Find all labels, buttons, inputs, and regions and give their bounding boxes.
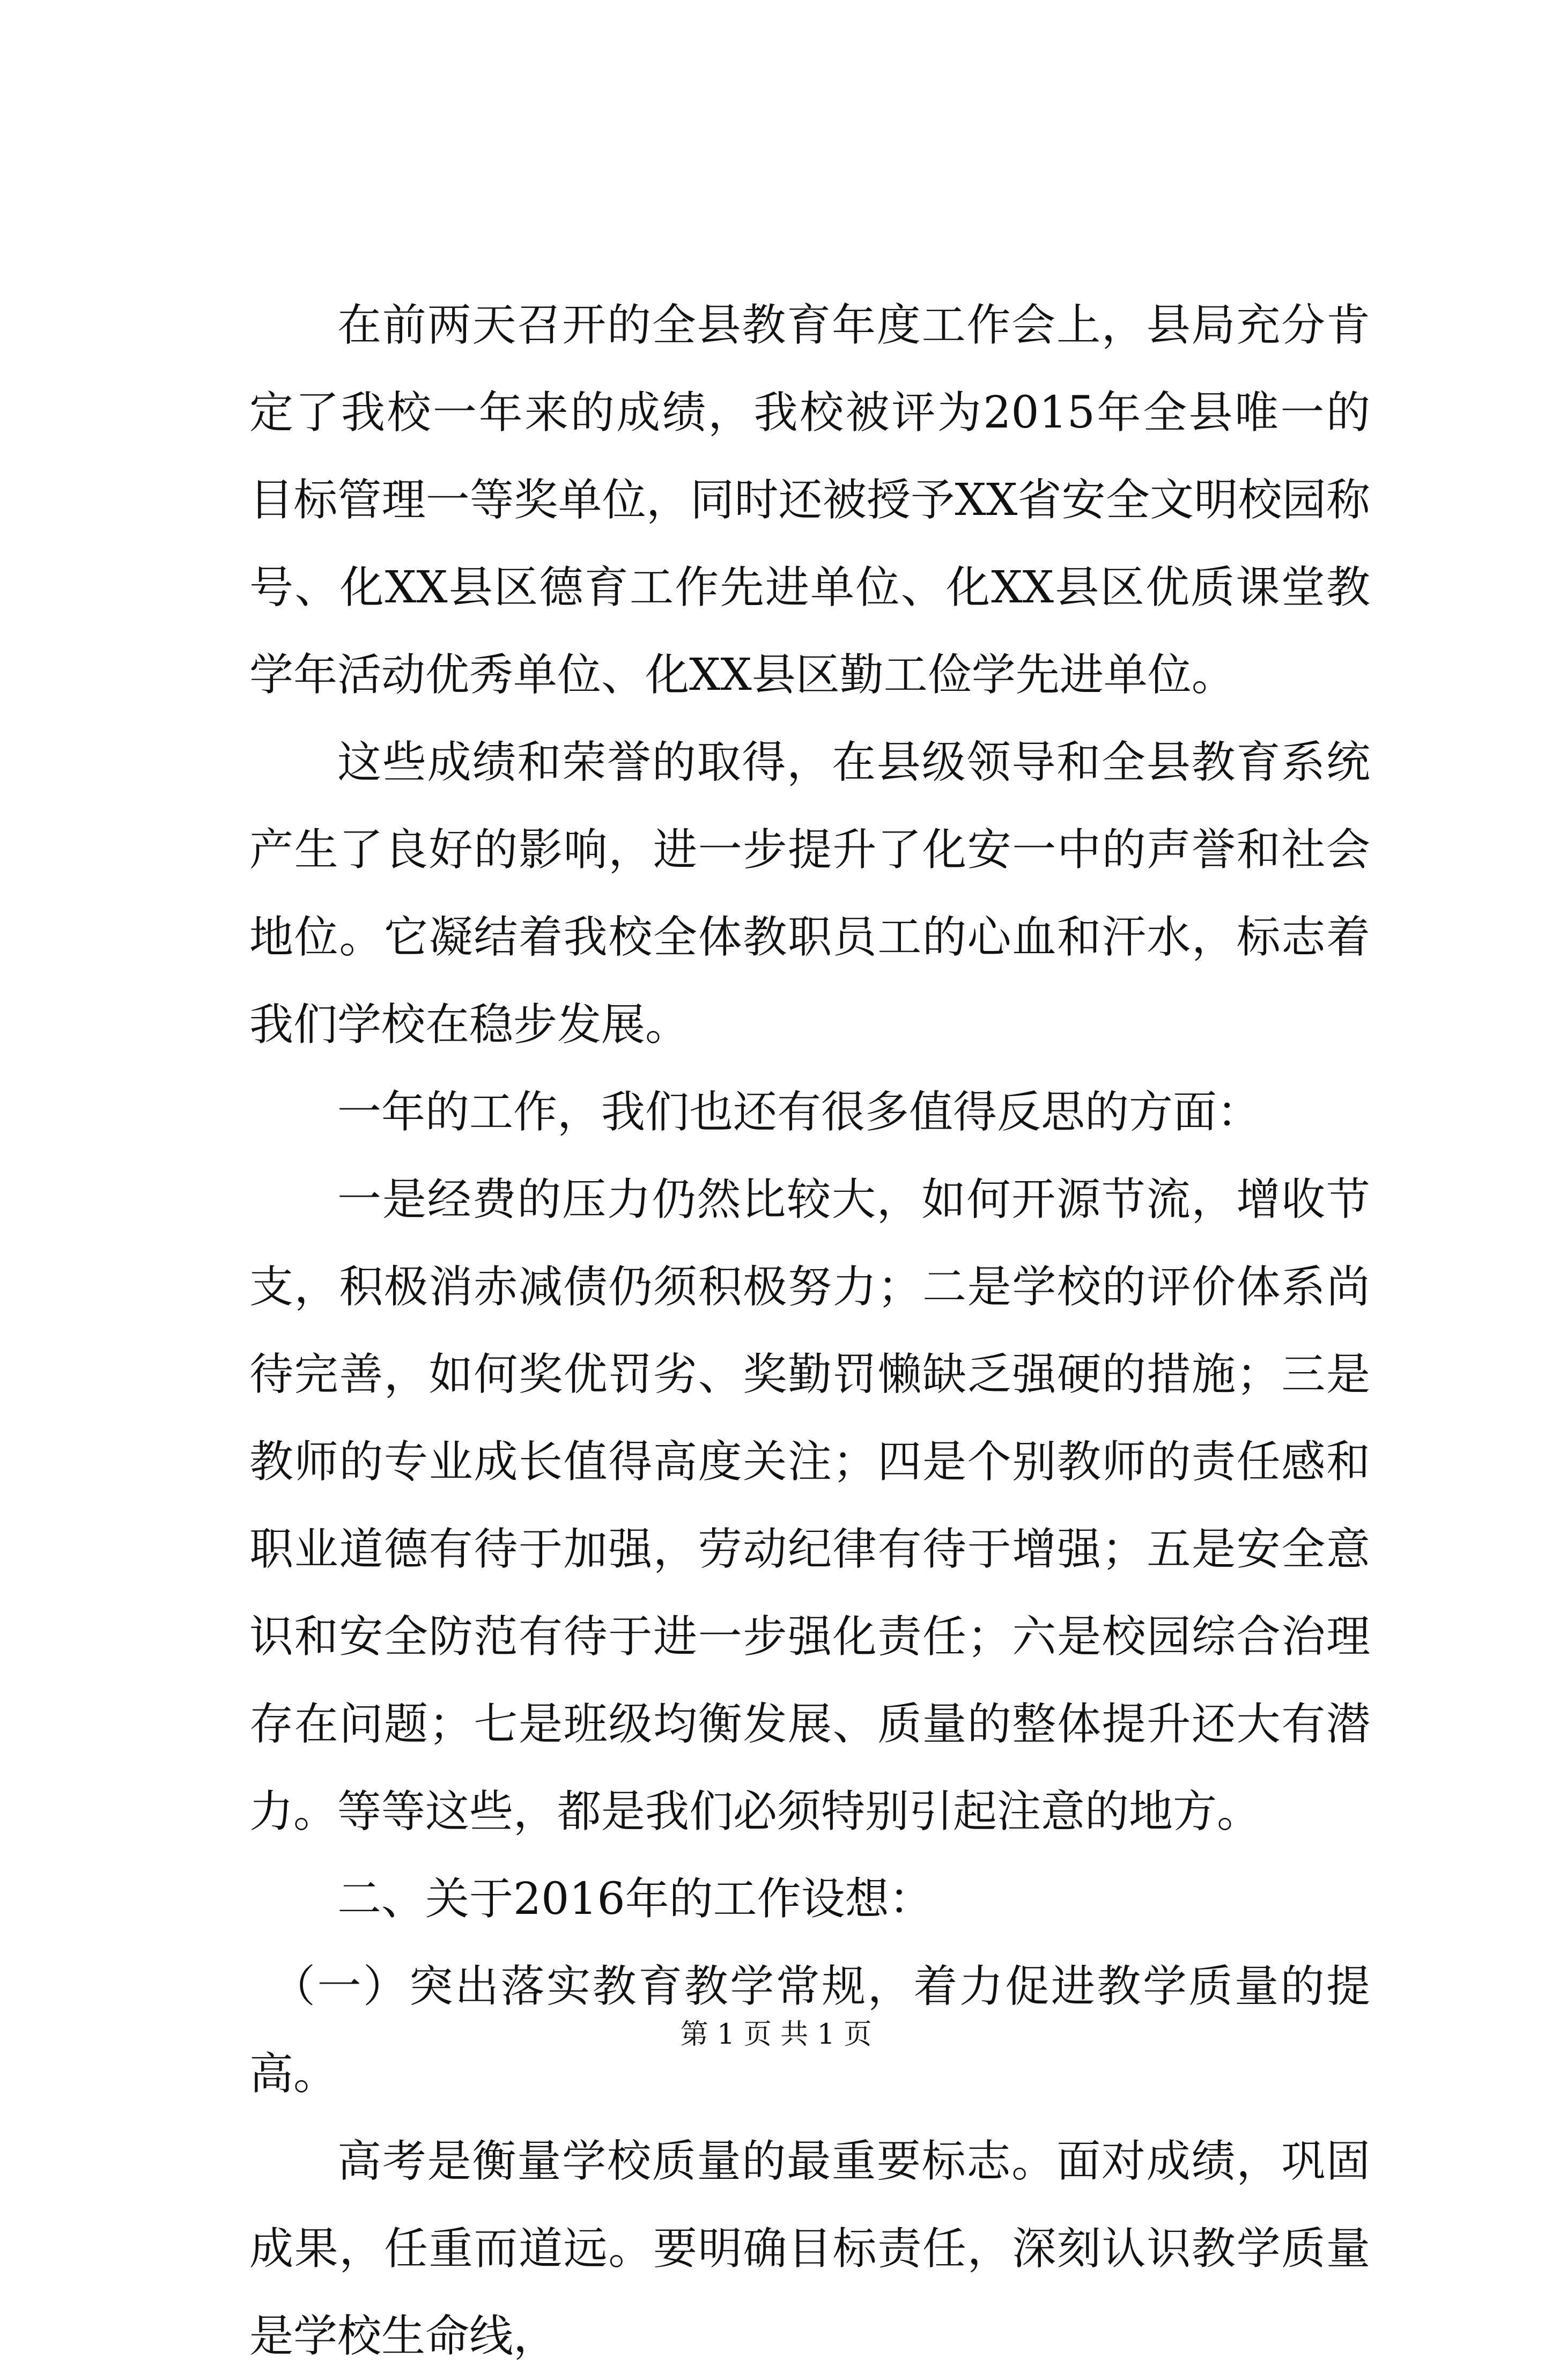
page-footer: 第 1 页 共 1 页: [680, 2018, 872, 2051]
subsection-heading-teaching-routine: （一）突出落实教育教学常规，着力促进教学质量的提高。: [249, 1961, 1370, 2099]
paragraph-gaokao-quality: 高考是衡量学校质量的最重要标志。面对成绩，巩固成果，任重而道远。要明确目标责任，深刻认识教学质量是学校生命线，: [249, 2136, 1370, 2362]
paragraph-reflection-intro: 一年的工作，我们也还有很多值得反思的方面：: [337, 1087, 1261, 1138]
paragraph-achievements: 在前两天召开的全县教育年度工作会上，县局充分肯定了我校一年来的成绩，我校被评为2015年全县唯一的目标管理一等奖单位，同时还被授予XX省安全文明校园称号、化XX县区德育工作先进单位、化XX县区优质课堂教学年活动优秀单位、化XX县区勤工俭学先进单位。: [249, 300, 1370, 701]
section-heading-2016-plan: 二、关于2016年的工作设想：: [337, 1874, 933, 1925]
paragraph-honors-impact: 这些成绩和荣誉的取得，在县级领导和全县教育系统产生了良好的影响，进一步提升了化安一中的声誉和社会地位。它凝结着我校全体教职员工的心血和汗水，标志着我们学校在稳步发展。: [249, 737, 1370, 1050]
document-body: [249, 282, 1370, 2380]
paragraph-problems-list: 一是经费的压力仍然比较大，如何开源节流，增收节支，积极消赤减债仍须积极努力；二是学校的评价体系尚待完善，如何奖优罚劣、奖勤罚懒缺乏强硬的措施；三是教师的专业成长值得高度关注；四是个别教师的责任感和职业道德有待于加强，劳动纪律有待于增强；五是安全意识和安全防范有待于进一步强化责任；六是校园综合治理存在问题；七是班级均衡发展、质量的整体提升还大有潜力。等等这些，都是我们必须特别引起注意的地方。: [249, 1174, 1370, 1837]
